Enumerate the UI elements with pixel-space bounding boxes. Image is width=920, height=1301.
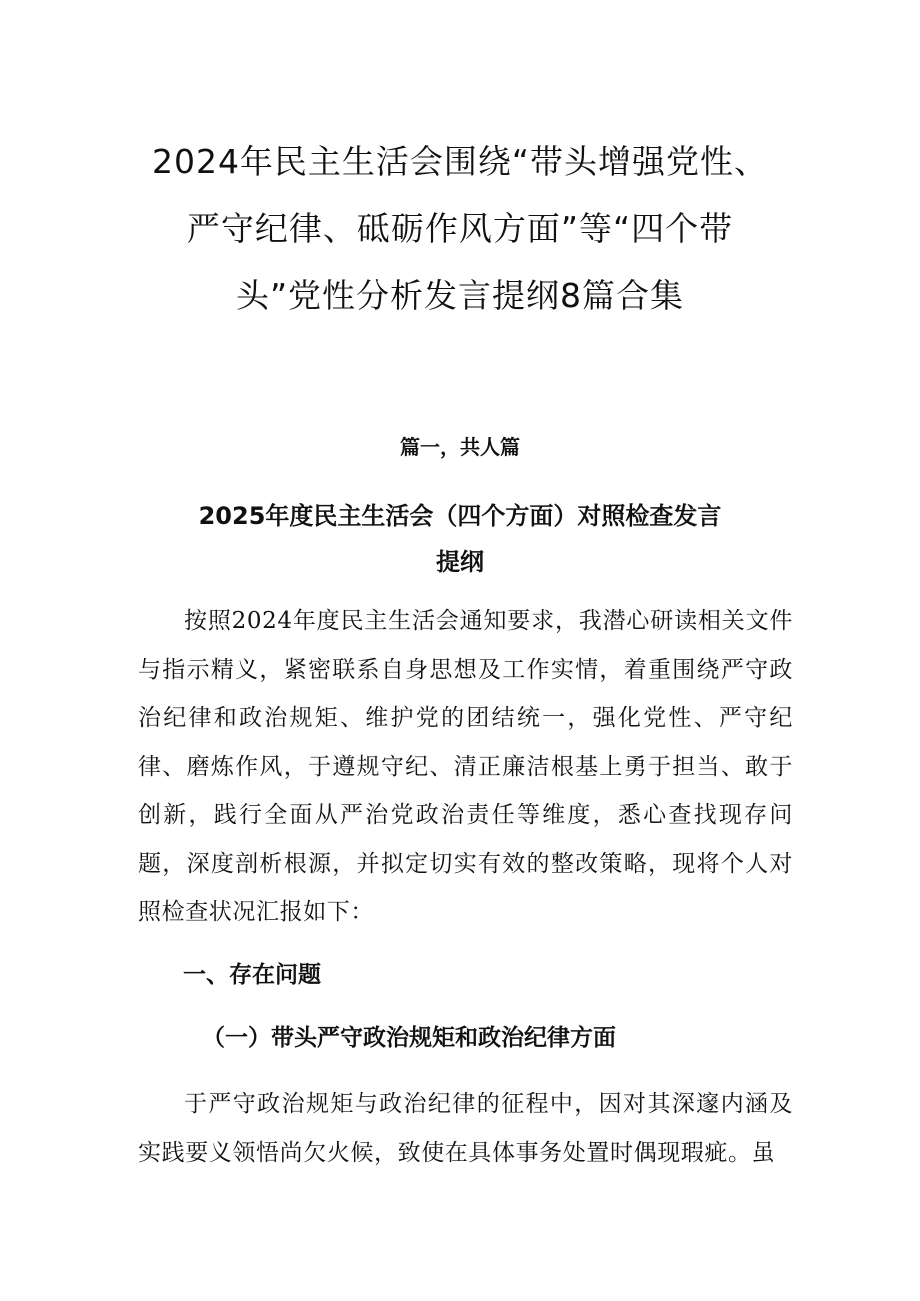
title-line-2: 严守纪律、砥砺作风方面”等“四个带 (186, 209, 734, 248)
subtitle-line-2: 提纲 (436, 548, 484, 576)
document-title (120, 128, 800, 329)
heading-political-discipline: （一）带头严守政治规矩和政治纪律方面 (202, 1024, 616, 1051)
subtitle-line-1: 2025年度民主生活会（四个方面）对照检查发言 (198, 502, 722, 530)
article-subtitle (160, 493, 760, 585)
section-label: 篇一，共人篇 (400, 435, 520, 459)
title-line-1: 2024年民主生活会围绕“带头增强党性、 (151, 142, 769, 181)
intro-paragraph: 按照2024年度民主生活会通知要求，我潜心研读相关文件与指示精义，紧密联系自身思想及工作实情，着重围绕严守政治纪律和政治规矩、维护党的团结统一，强化党性、严守纪律、磨炼作风，于遵规守纪、清正廉洁根基上勇于担当、敢于创新，践行全面从严治党政治责任等维度，悉心查找现存问题，深度剖析根源，并拟定切实有效的整改策略，现将个人对照检查状况汇报如下： (138, 608, 793, 925)
body-paragraph: 于严守政治规矩与政治纪律的征程中，因对其深邃内涵及实践要义领悟尚欠火候，致使在具体事务处置时偶现瑕疵。虽 (138, 1091, 793, 1166)
heading-existing-problems: 一、存在问题 (183, 961, 321, 988)
title-line-3: 头”党性分析发言提纲8篇合集 (235, 276, 685, 315)
